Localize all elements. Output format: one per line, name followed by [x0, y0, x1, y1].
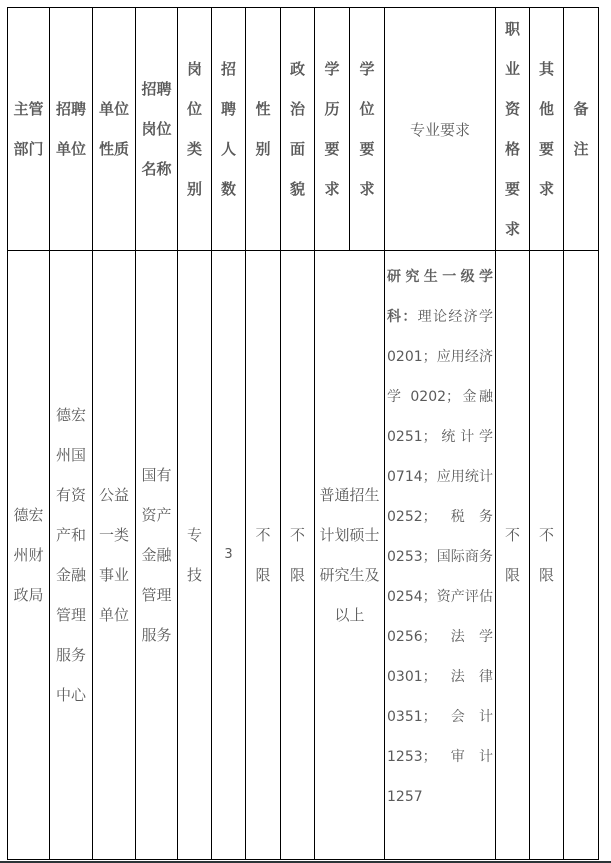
cell-unit-type: 公益 一类 事业 单位 [93, 251, 136, 860]
header-qualification: 职 业 资 格 要 求 [496, 8, 530, 251]
header-education: 学 历 要 求 [315, 8, 350, 251]
header-major: 专业要求 [385, 8, 496, 251]
header-political-status: 政 治 面 貌 [281, 8, 315, 251]
header-row [8, 8, 599, 251]
header-degree: 学 位 要 求 [350, 8, 385, 251]
header-remarks: 备 注 [564, 8, 599, 251]
header-unit: 招聘 单位 [50, 8, 93, 251]
header-headcount: 招 聘 人 数 [212, 8, 246, 251]
table-row [8, 251, 599, 860]
cell-position-name: 国有 资产 金融 管理 服务 [136, 251, 178, 860]
cell-department: 德宏 州财 政局 [8, 251, 50, 860]
recruitment-table [7, 7, 599, 860]
header-other: 其 他 要 求 [530, 8, 564, 251]
header-unit-type: 单位 性质 [93, 8, 136, 251]
header-position-type: 岗 位 类 别 [178, 8, 212, 251]
major-heading: 研究生一级学科： [387, 269, 493, 325]
cell-headcount: 3 [212, 251, 246, 860]
major-list: 理论经济学 0201；应用经济学 0202；金融 0251；统计学 0714；应用统计 0252；税务 0253；国际商务 0254；资产评估 0256；法学 0301；法律 0351；会计 1253；审计 1257 [387, 309, 494, 805]
cell-political-status: 不 限 [281, 251, 315, 860]
header-position-name: 招聘 岗位 名称 [136, 8, 178, 251]
cell-gender: 不 限 [246, 251, 281, 860]
cell-education-degree: 普通招生 计划硕士 研究生及 以上 [315, 251, 385, 860]
cell-other: 不 限 [530, 251, 564, 860]
cell-unit: 德宏 州国 有资 产和 金融 管理 服务 中心 [50, 251, 93, 860]
cell-remarks [564, 251, 599, 860]
cell-qualification: 不 限 [496, 251, 530, 860]
header-department: 主管 部门 [8, 8, 50, 251]
cell-major [385, 251, 496, 860]
cell-position-type: 专 技 [178, 251, 212, 860]
header-gender: 性 别 [246, 8, 281, 251]
